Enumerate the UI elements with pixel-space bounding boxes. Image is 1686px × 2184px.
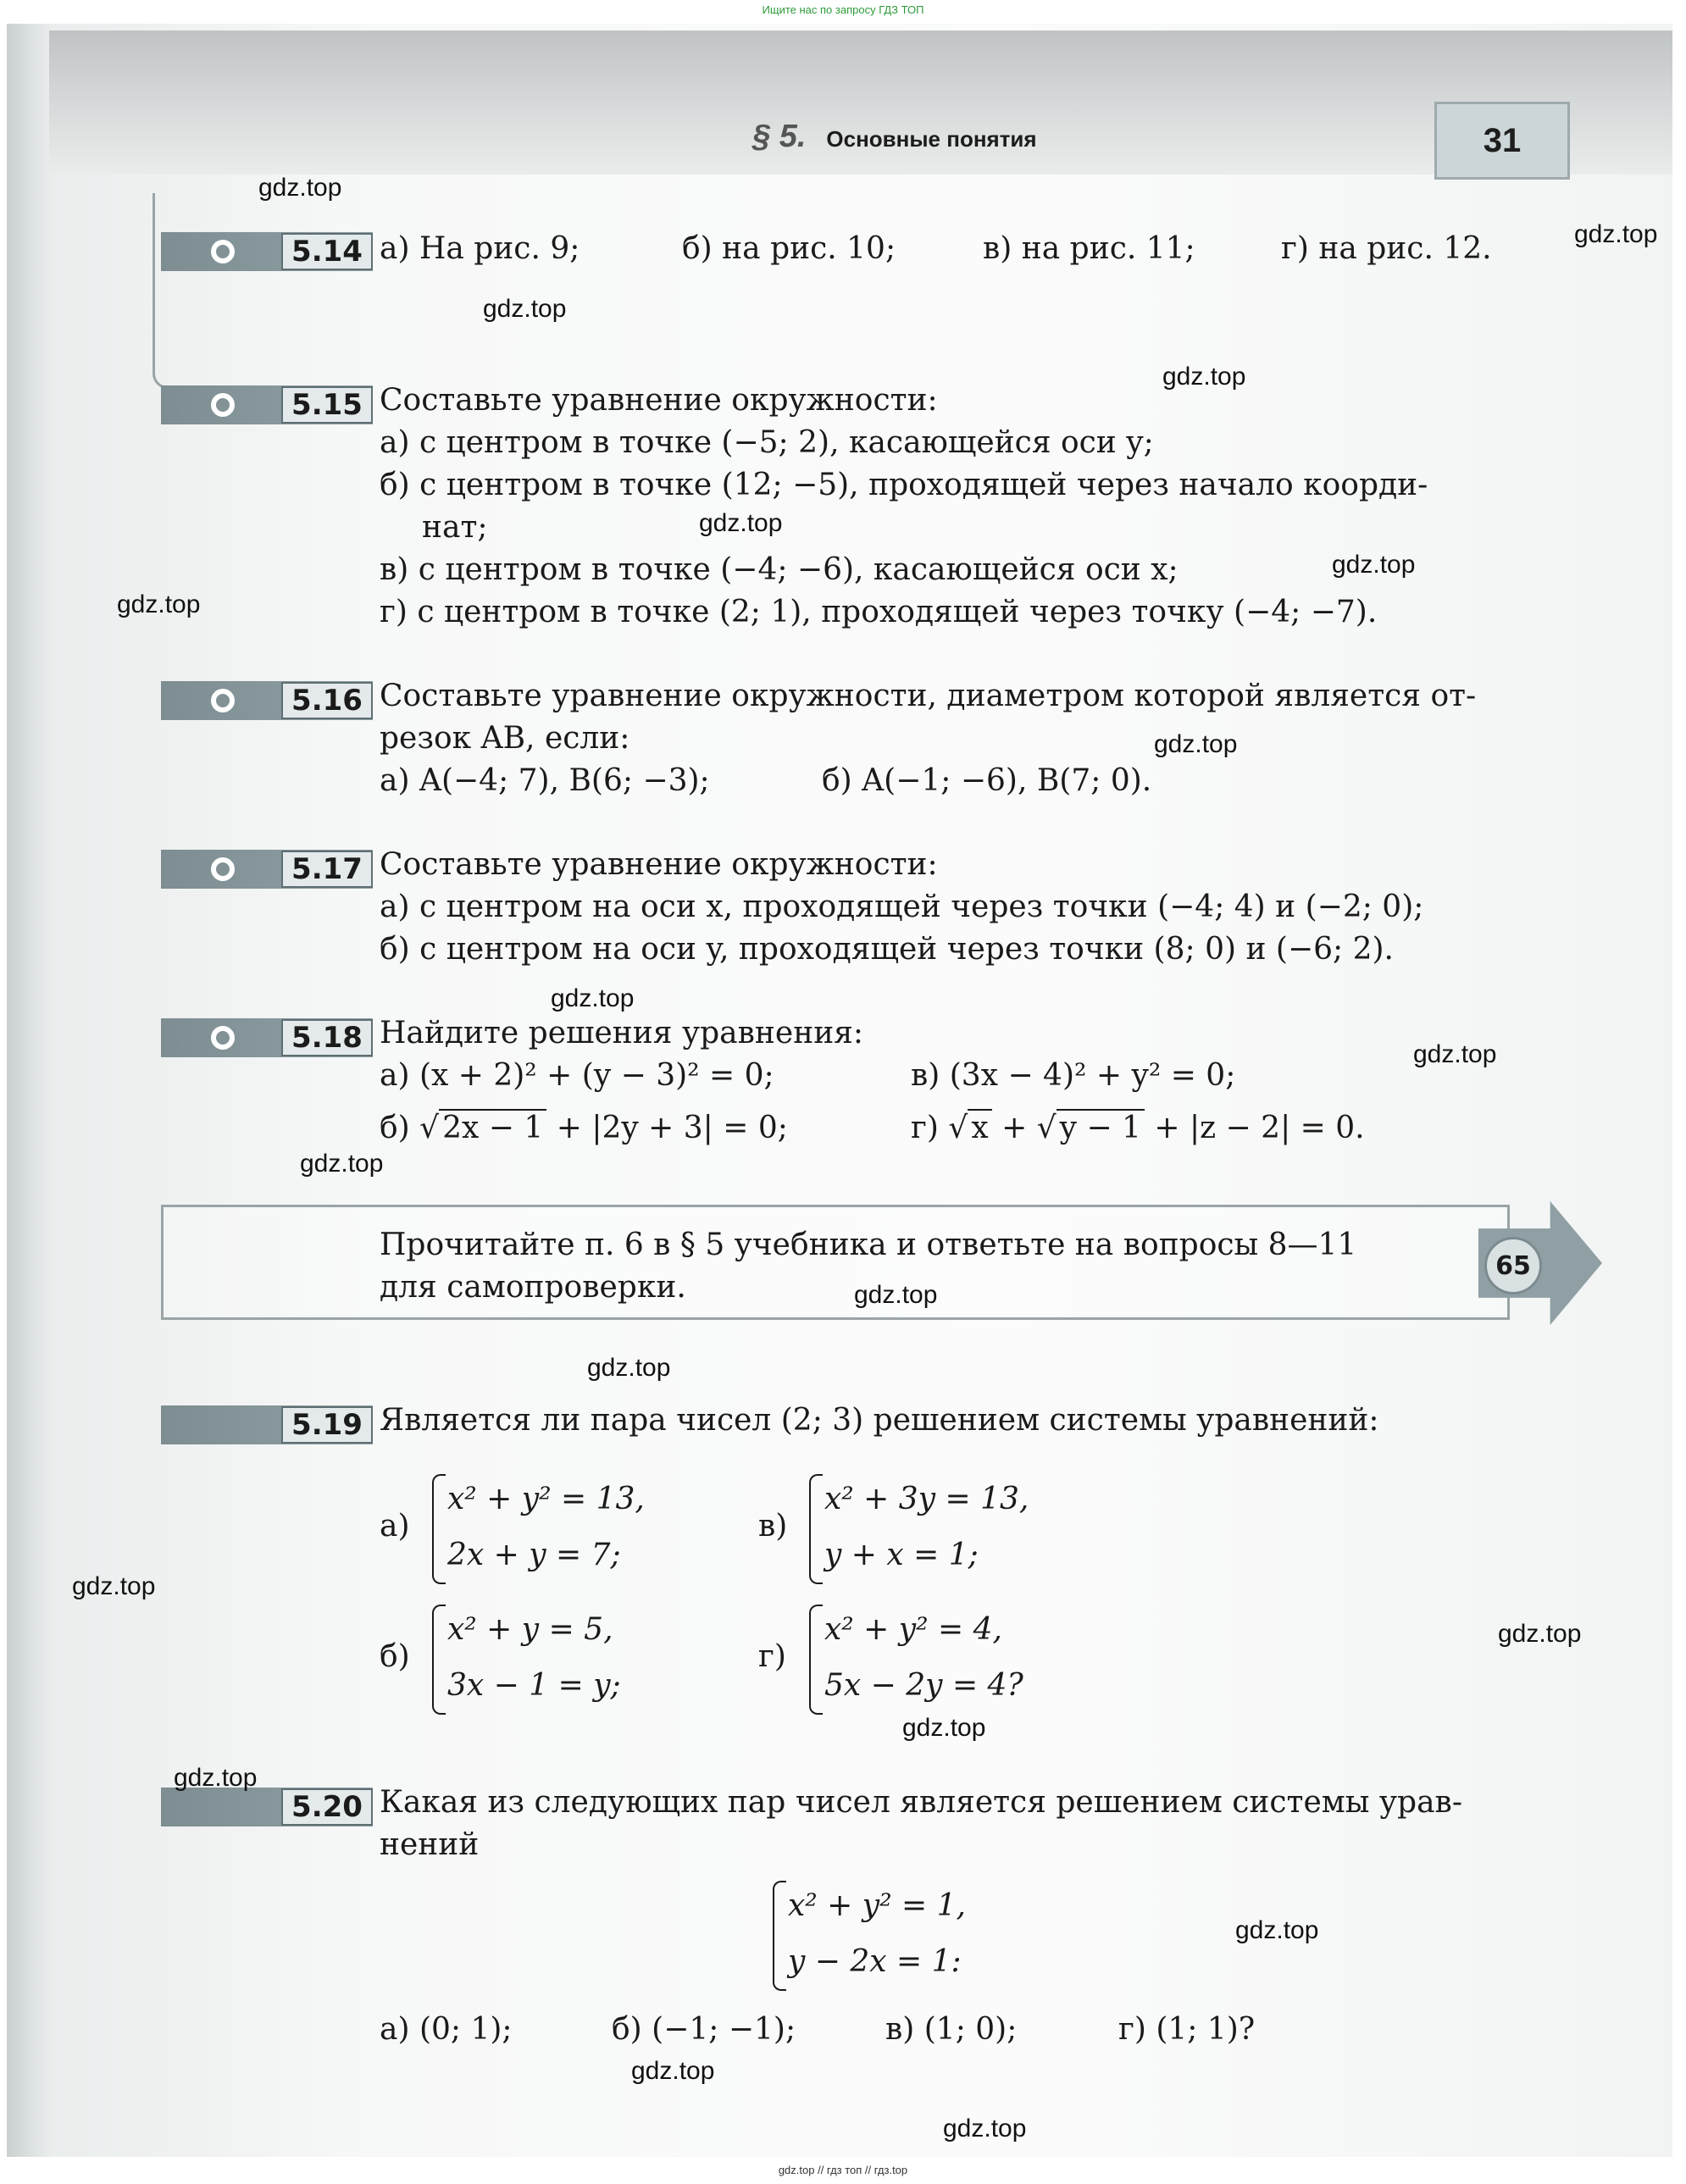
exercise-item: б) A(−1; −6), B(7; 0). [822, 763, 1152, 798]
system-brace [809, 1474, 823, 1584]
exercise-text-line: нат; [422, 510, 488, 545]
circle-icon [211, 393, 235, 417]
exercise-item: а) На рис. 9; [380, 231, 580, 266]
exercise-text-line: г) с центром в точке (2; 1), проходящей через точку (−4; −7). [380, 595, 1378, 629]
top-note: Ищите нас по запросу ГДЗ ТОП [762, 3, 924, 16]
system-equation: 3x − 1 = y; [447, 1668, 621, 1703]
page-number: 31 [1434, 102, 1570, 180]
system-brace [773, 1881, 786, 1991]
system-label: а) [380, 1509, 410, 1544]
watermark: gdz.top [1162, 363, 1246, 391]
equation-label: г) [911, 1111, 939, 1145]
textbook-page [7, 24, 1672, 2157]
system-equation: x² + y² = 1, [788, 1888, 966, 1923]
exercise-item: в) на рис. 11; [983, 231, 1195, 266]
equation-rest: + |z − 2| = 0. [1154, 1111, 1365, 1145]
watermark: gdz.top [174, 1764, 258, 1792]
answer-option: г) (1; 1)? [1118, 2012, 1256, 2047]
watermark: gdz.top [1413, 1040, 1497, 1068]
exercise-prompt: Найдите решения уравнения: [380, 1016, 864, 1050]
equation-label: б) [380, 1111, 410, 1145]
sqrt-icon: √ [948, 1111, 968, 1145]
system-brace [432, 1474, 446, 1584]
exercise-text-line: Составьте уравнение окружности, диаметром которой является от- [380, 679, 1477, 713]
watermark: gdz.top [117, 590, 201, 618]
exercise-text-line: Какая из следующих пар чисел является решением системы урав- [380, 1785, 1462, 1820]
watermark: gdz.top [1574, 220, 1658, 248]
radicand: y − 1 [1057, 1109, 1145, 1145]
equation-b [380, 1113, 788, 1144]
watermark: gdz.top [1332, 551, 1416, 579]
equation-a: а) (x + 2)² + (y − 3)² = 0; [380, 1058, 774, 1093]
watermark: gdz.top [72, 1572, 156, 1600]
watermark: gdz.top [1154, 730, 1238, 758]
exercise-text-line: Составьте уравнение окружности: [380, 847, 938, 882]
system-equation: y − 2x = 1: [788, 1944, 962, 1979]
circle-icon [211, 240, 235, 263]
system-brace [809, 1605, 823, 1715]
section-number: § 5. [752, 119, 807, 154]
watermark: gdz.top [258, 174, 342, 202]
system-label: в) [758, 1509, 788, 1544]
watermark: gdz.top [699, 509, 783, 537]
answer-option: б) (−1; −1); [612, 2012, 796, 2047]
system-equation: 5x − 2y = 4? [824, 1668, 1023, 1703]
system-brace [432, 1605, 446, 1715]
answer-option: а) (0; 1); [380, 2012, 513, 2047]
circle-icon [211, 1026, 235, 1050]
self-check-badge: 65 [1484, 1237, 1542, 1294]
system-label: г) [758, 1639, 786, 1674]
answer-option: в) (1; 0); [885, 2012, 1018, 2047]
circle-icon [211, 857, 235, 881]
watermark: gdz.top [854, 1281, 938, 1309]
sqrt-icon: √ [1036, 1111, 1057, 1145]
page-binding-edge [7, 24, 53, 2157]
system-equation: 2x + y = 7; [447, 1538, 621, 1572]
watermark: gdz.top [587, 1354, 671, 1382]
watermark: gdz.top [902, 1714, 986, 1742]
exercise-text-line: а) с центром на оси x, проходящей через точки (−4; 4) и (−2; 0); [380, 890, 1424, 924]
exercise-text-line: а) с центром в точке (−5; 2), касающейся оси y; [380, 425, 1154, 460]
exercise-item: а) A(−4; 7), B(6; −3); [380, 763, 710, 798]
watermark: gdz.top [551, 984, 635, 1012]
decorative-bracket [153, 193, 197, 389]
exercise-text-line: резок AB, если: [380, 721, 630, 756]
system-equation: x² + y² = 13, [447, 1482, 645, 1516]
watermark: gdz.top [1498, 1620, 1582, 1648]
watermark: gdz.top [943, 2115, 1027, 2142]
circle-icon [211, 689, 235, 712]
radicand: 2x − 1 [439, 1109, 546, 1145]
plus-sign: + [1001, 1111, 1028, 1145]
exercise-number: 5.17 [281, 851, 373, 888]
exercise-text-line: б) с центром в точке (12; −5), проходящей через начало коорди- [380, 468, 1428, 502]
exercise-number: 5.19 [281, 1406, 373, 1444]
exercise-number: 5.14 [281, 233, 373, 270]
system-equation: x² + y² = 4, [824, 1612, 1002, 1647]
system-label: б) [380, 1639, 410, 1674]
exercise-text-line: Составьте уравнение окружности: [380, 383, 938, 418]
self-check-text: для самопроверки. [380, 1270, 686, 1305]
self-check-text: Прочитайте п. 6 в § 5 учебника и ответьте на вопросы 8—11 [380, 1228, 1357, 1262]
equation-v: в) (3x − 4)² + y² = 0; [911, 1058, 1236, 1093]
section-title: Основные понятия [826, 126, 1037, 152]
exercise-number: 5.15 [281, 386, 373, 424]
watermark: gdz.top [631, 2057, 715, 2085]
exercise-text-line: в) с центром в точке (−4; −6), касающейся оси x; [380, 552, 1179, 587]
page-header-title [752, 119, 1037, 155]
system-equation: x² + 3y = 13, [824, 1482, 1029, 1516]
watermark: gdz.top [483, 295, 567, 323]
self-check-box [161, 1205, 1510, 1320]
bottom-note: gdz.top // гдз топ // гдз.top [778, 2164, 908, 2176]
watermark: gdz.top [1235, 1916, 1319, 1944]
exercise-item: г) на рис. 12. [1281, 231, 1492, 266]
equation-rest: + |2y + 3| = 0; [556, 1111, 788, 1145]
equation-g [911, 1113, 1365, 1144]
watermark: gdz.top [300, 1150, 384, 1178]
exercise-prompt: Является ли пара чисел (2; 3) решением системы уравнений: [380, 1403, 1379, 1438]
exercise-number: 5.18 [281, 1019, 373, 1056]
system-equation: y + x = 1; [824, 1538, 979, 1572]
sqrt-icon: √ [419, 1111, 440, 1145]
system-equation: x² + y = 5, [447, 1612, 613, 1647]
exercise-text-line: нений [380, 1827, 480, 1862]
exercise-item: б) на рис. 10; [682, 231, 896, 266]
exercise-number: 5.20 [281, 1788, 373, 1826]
radicand: x [968, 1109, 991, 1145]
exercise-number: 5.16 [281, 682, 373, 719]
exercise-text-line: б) с центром на оси y, проходящей через точки (8; 0) и (−6; 2). [380, 932, 1394, 967]
